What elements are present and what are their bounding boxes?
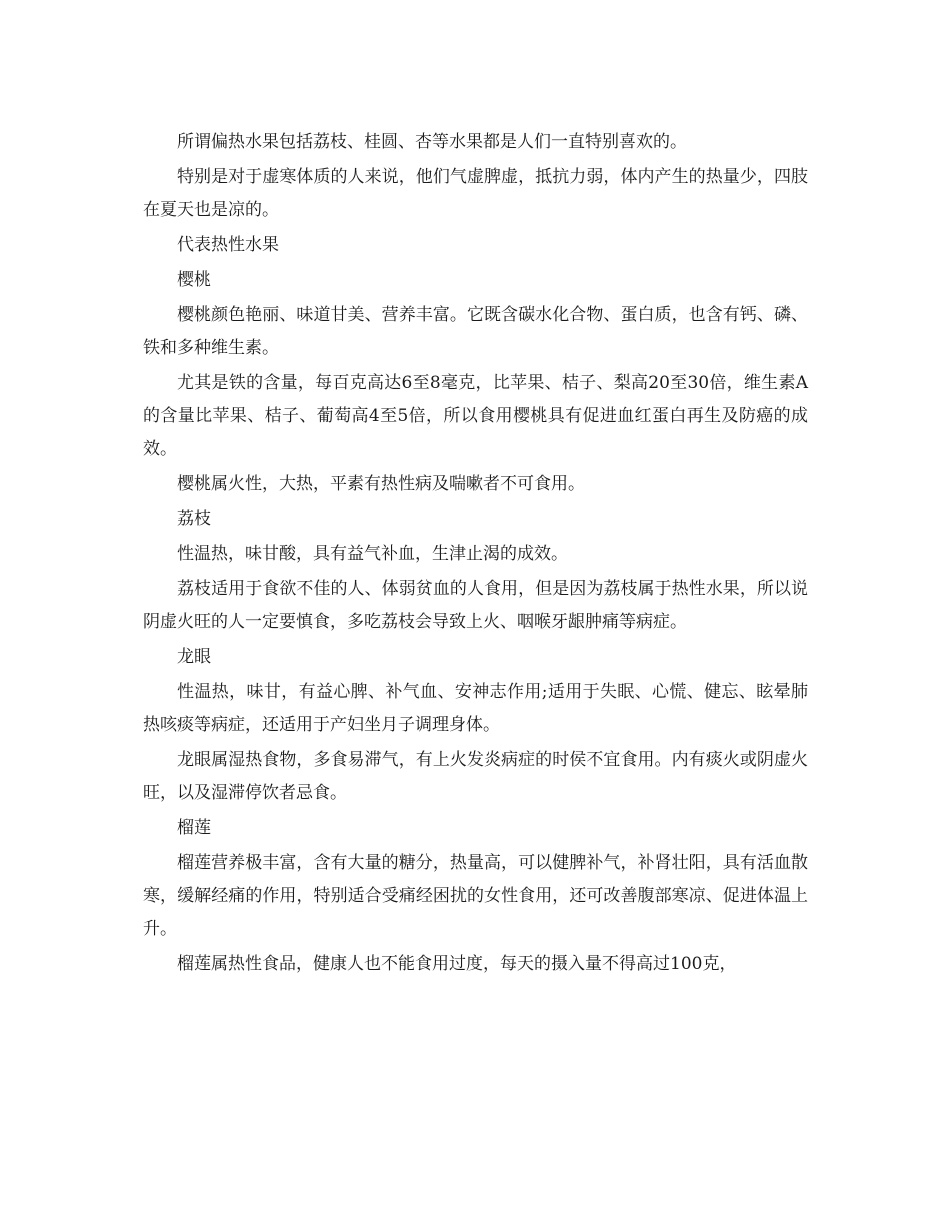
heading-longan: 龙眼 (177, 647, 211, 667)
paragraph-cherry-caution: 樱桃属火性，大热，平素有热性病及喘嗽者不可食用。 (177, 474, 585, 494)
section-heading-hot-fruits: 代表热性水果 (177, 235, 279, 255)
paragraph-intro: 所谓偏热水果包括荔枝、桂圆、杏等水果都是人们一直特别喜欢的。 (177, 132, 687, 152)
paragraph-durian-nutrition: 榴莲营养极丰富，含有大量的糖分，热量高，可以健脾补气，补肾壮阳，具有活血散寒，缓解经痛的作用，特别适合受痛经困扰的女性食用，还可改善腹部寒凉、促进体温上升。 (143, 853, 808, 939)
paragraph-lychee-caution: 荔枝适用于食欲不佳的人、体弱贫血的人食用，但是因为荔枝属于热性水果，所以说阴虚火旺的人一定要慎食，多吃荔枝会导致上火、咽喉牙龈肿痛等病症。 (143, 579, 808, 632)
heading-cherry: 樱桃 (177, 270, 211, 290)
paragraph-longan-caution: 龙眼属湿热食物，多食易滞气，有上火发炎病症的时侯不宜食用。内有痰火或阴虚火旺，以及湿滞停饮者忌食。 (143, 750, 808, 803)
paragraph-durian-caution: 榴莲属热性食品，健康人也不能食用过度，每天的摄入量不得高过100克， (177, 954, 737, 974)
heading-lychee: 荔枝 (177, 509, 211, 529)
paragraph-longan-nature: 性温热，味甘，有益心脾、补气血、安神志作用;适用于失眠、心慌、健忘、眩晕肺热咳痰等病症，还适用于产妇坐月子调理身体。 (143, 682, 808, 735)
paragraph-deficiency-cold: 特别是对于虚寒体质的人来说，他们气虚脾虚，抵抗力弱，体内产生的热量少，四肢在夏天也是凉的。 (143, 167, 808, 220)
paragraph-lychee-nature: 性温热，味甘酸，具有益气补血，生津止渴的成效。 (177, 544, 568, 564)
heading-durian: 榴莲 (177, 818, 211, 838)
paragraph-cherry-iron: 尤其是铁的含量，每百克高达6至8毫克，比苹果、桔子、梨高20至30倍，维生素A的含量比苹果、桔子、葡萄高4至5倍，所以食用樱桃具有促进血红蛋白再生及防癌的成效。 (143, 373, 808, 459)
paragraph-cherry-nutrition: 樱桃颜色艳丽、味道甘美、营养丰富。它既含碳水化合物、蛋白质，也含有钙、磷、铁和多种维生素。 (143, 305, 808, 358)
document-page (143, 126, 808, 983)
